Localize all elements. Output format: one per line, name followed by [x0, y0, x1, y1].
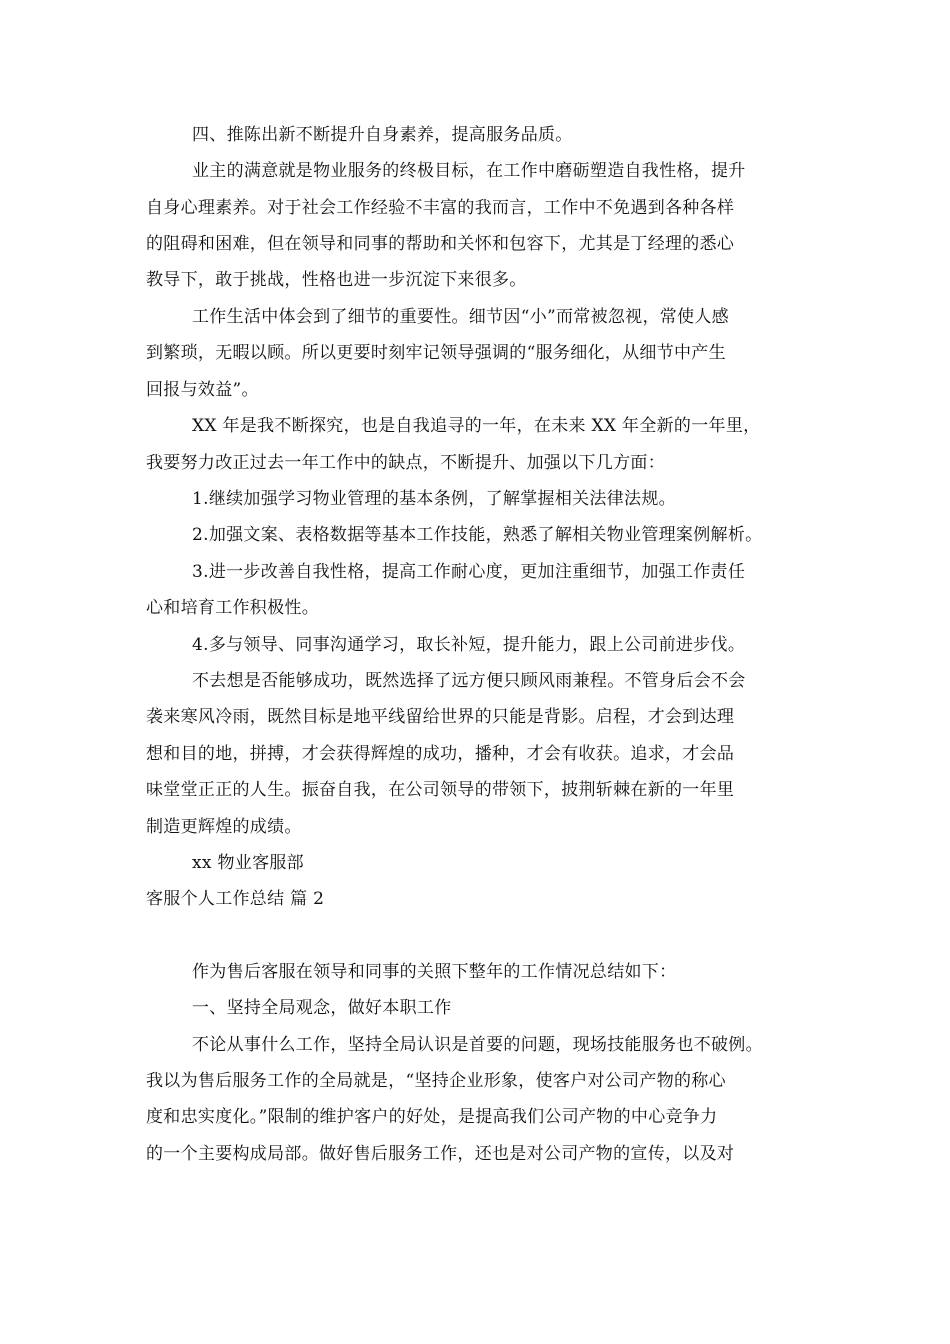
paragraph-line: 不去想是否能够成功，既然选择了远方便只顾风雨兼程。不管身后会不会 [192, 671, 746, 691]
signature-line: xx 物业客服部 [192, 853, 304, 873]
paragraph-line: 的阻碍和困难，但在领导和同事的帮助和关怀和包容下，尤其是丁经理的悉心 [146, 234, 735, 254]
section-heading: 一、坚持全局观念，做好本职工作 [192, 998, 452, 1018]
paragraph-line: 到繁琐，无暇以顾。所以更要时刻牢记领导强调的“服务细化，从细节中产生 [146, 343, 726, 363]
section-heading: 四、推陈出新不断提升自身素养，提高服务品质。 [192, 125, 573, 145]
list-item-continuation: 心和培育工作积极性。 [146, 598, 319, 618]
list-item: 3.进一步改善自我性格，提高工作耐心度，更加注重细节，加强工作责任 [192, 562, 746, 582]
paragraph-line: XX 年是我不断探究，也是自我追寻的一年，在未来 XX 年全新的一年里， [192, 416, 761, 436]
paragraph-line: 工作生活中体会到了细节的重要性。细节因“小”而常被忽视，常使人感 [192, 307, 729, 327]
paragraph-line: 我以为售后服务工作的全局就是，“坚持企业形象，使客户对公司产物的称心 [146, 1071, 726, 1091]
paragraph-line: 味堂堂正正的人生。振奋自我，在公司领导的带领下，披荆斩棘在新的一年里 [146, 780, 735, 800]
paragraph-line: 作为售后客服在领导和同事的关照下整年的工作情况总结如下： [192, 962, 677, 982]
paragraph-line: 教导下，敢于挑战，性格也进一步沉淀下来很多。 [146, 270, 527, 290]
paragraph-line: 袭来寒风冷雨，既然目标是地平线留给世界的只能是背影。启程，才会到达理 [146, 707, 735, 727]
section-title: 客服个人工作总结 篇 2 [146, 889, 325, 909]
paragraph-line: 业主的满意就是物业服务的终极目标，在工作中磨砺塑造自我性格，提升 [192, 161, 746, 181]
list-item: 2.加强文案、表格数据等基本工作技能，熟悉了解相关物业管理案例解析。 [192, 525, 763, 545]
paragraph-line: 回报与效益”。 [146, 380, 259, 400]
paragraph-line: 的一个主要构成局部。做好售后服务工作，还也是对公司产物的宣传，以及对 [146, 1144, 735, 1164]
paragraph-line: 制造更辉煌的成绩。 [146, 817, 302, 837]
paragraph-line: 自身心理素养。对于社会工作经验不丰富的我而言，工作中不免遇到各种各样 [146, 198, 735, 218]
list-item: 1.继续加强学习物业管理的基本条例，了解掌握相关法律法规。 [192, 489, 676, 509]
paragraph-line: 度和忠实度化。”限制的维护客户的好处，是提高我们公司产物的中心竞争力 [146, 1107, 718, 1127]
list-item: 4.多与领导、同事沟通学习，取长补短，提升能力，跟上公司前进步伐。 [192, 635, 746, 655]
paragraph-line: 我要努力改正过去一年工作中的缺点，不断提升、加强以下几方面： [146, 453, 665, 473]
paragraph-line: 想和目的地，拼搏，才会获得辉煌的成功，播种，才会有收获。追求，才会品 [146, 744, 735, 764]
paragraph-line: 不论从事什么工作，坚持全局认识是首要的问题，现场技能服务也不破例。 [192, 1035, 763, 1055]
